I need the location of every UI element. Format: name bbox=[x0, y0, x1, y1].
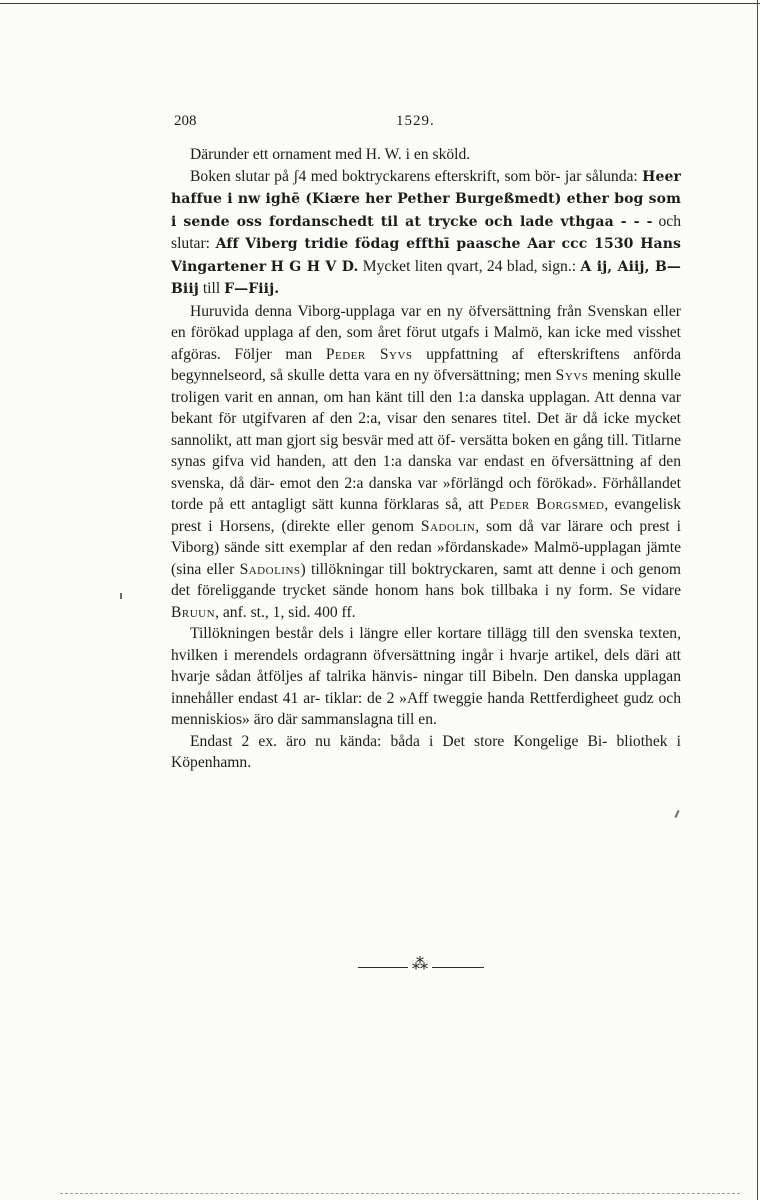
paragraph-colophon bbox=[171, 166, 681, 301]
paragraph-text: Huruvida denna Viborg-upplaga var en ny öfversättning från Svenskan eller en förökad upplaga af den, som året förut utgafs i Malmö, kan icke med visshet afgöras. Följer man bbox=[171, 302, 681, 363]
scan-speck bbox=[674, 810, 679, 818]
paragraph-text: ) tillökningar till boktryckaren, samt att denne i och genom det föreliggande trycket sände honom hans bok tillbaka i ny form. Se vidare bbox=[171, 560, 681, 599]
paragraph-text: , som då var lärare och prest i Viborg) sände sitt exemplar af den redan »fördanskade» Malmö-upplagan jämte (sina eller bbox=[171, 517, 682, 578]
scan-bottom-edge bbox=[60, 1193, 740, 1194]
paragraph-text: , evangelisk prest i Horsens, (direkte eller genom bbox=[171, 496, 681, 535]
paragraph-copies bbox=[171, 731, 681, 774]
scan-speck bbox=[120, 593, 122, 599]
paragraph-text: Mycket liten qvart, 24 blad, sign.: bbox=[358, 257, 581, 275]
scan-top-edge bbox=[0, 3, 760, 4]
person-name: Peder Borgsmed bbox=[489, 496, 605, 513]
paragraph-text: Därunder ett ornament med H. W. i en sköld. bbox=[190, 146, 471, 163]
paragraph-text: till bbox=[198, 280, 225, 297]
paragraph-additions bbox=[171, 623, 681, 731]
paragraph-text: och slutar: bbox=[171, 212, 681, 252]
blackletter-quote: Aff Viberg tridie födag effthī paasche Aar ccc 1530 Hans Vingartener bbox=[171, 236, 681, 275]
paragraph-text: med boktryckarens efterskrift, som bör- jar sålunda: bbox=[306, 167, 643, 185]
blackletter-signatures: A ij, Aiij, B—Biij bbox=[171, 258, 681, 297]
person-name: Syvs bbox=[555, 367, 589, 384]
asterism-ornament-icon: ⁂ bbox=[408, 954, 432, 976]
person-name: Sadolin bbox=[420, 517, 476, 535]
person-name: Bruun bbox=[171, 603, 216, 621]
blackletter-monogram: H G H V D. bbox=[270, 258, 359, 275]
running-header-year: 1529. bbox=[396, 113, 435, 129]
blackletter-quote: Heer haffue i nw ighē (Kiære her Pether Burgeßmedt) ether bog som i sende oss fordanschedt til at trycke och lade vthgaa - - - bbox=[171, 168, 681, 230]
paragraph-discussion bbox=[171, 301, 681, 624]
page-body bbox=[171, 144, 681, 774]
blackletter-signatures: F—Fiij. bbox=[224, 281, 280, 297]
signature-mark: ʃ4 bbox=[293, 167, 307, 185]
section-end-ornament bbox=[358, 952, 484, 982]
paragraph-text: , anf. st., 1, sid. 400 ff. bbox=[215, 603, 356, 621]
page-header bbox=[174, 113, 684, 133]
person-name: Sadolins bbox=[239, 560, 301, 578]
paragraph-text: Endast 2 ex. äro nu kända: båda i Det store Kongelige Bi- bliothek i Köpenhamn. bbox=[171, 732, 681, 771]
scan-right-edge bbox=[757, 0, 758, 1200]
paragraph-ornament-note bbox=[171, 144, 681, 166]
person-name: Peder Syvs bbox=[325, 345, 413, 363]
paragraph-text: Boken slutar på bbox=[190, 167, 294, 185]
paragraph-text: mening skulle troligen varit en annan, om han känt till den 1:a danska upplagan. Att denna var bekant för utgifvaren af den 2:a, visar den senares titel. Det är då icke mycket sannolikt, att man gjort sig besvär med att öf- versätta boken en gång till. Titlarne synas gifva vid handen, att den 1:a danska var endast en öfversättning af den svenska, då där- emot den 2:a danska var »förlängd och förökad». Förhållandet torde på ett antagligt sätt kunna förklaras så, att bbox=[171, 367, 681, 513]
paragraph-text: uppfattning af efterskriftens anförda begynnelseord, så skulle detta vara en ny öfversättning; men bbox=[171, 345, 681, 384]
paragraph-text: Tillökningen består dels i längre eller kortare tillägg till den svenska texten, hvilken i merendels ordagrann öfversättning ingår i hvarje artikel, dels däri att hvarje sådan åtföljes af talrika hänvis- ningar till Bibeln. Den danska upplagan innehåller endast 41 ar- tiklar: de 2 »Aff tweggie handa Rettferdigheet gudz och menniskios» äro där sammanslagna till en. bbox=[171, 625, 681, 728]
page-number: 208 bbox=[174, 113, 197, 129]
